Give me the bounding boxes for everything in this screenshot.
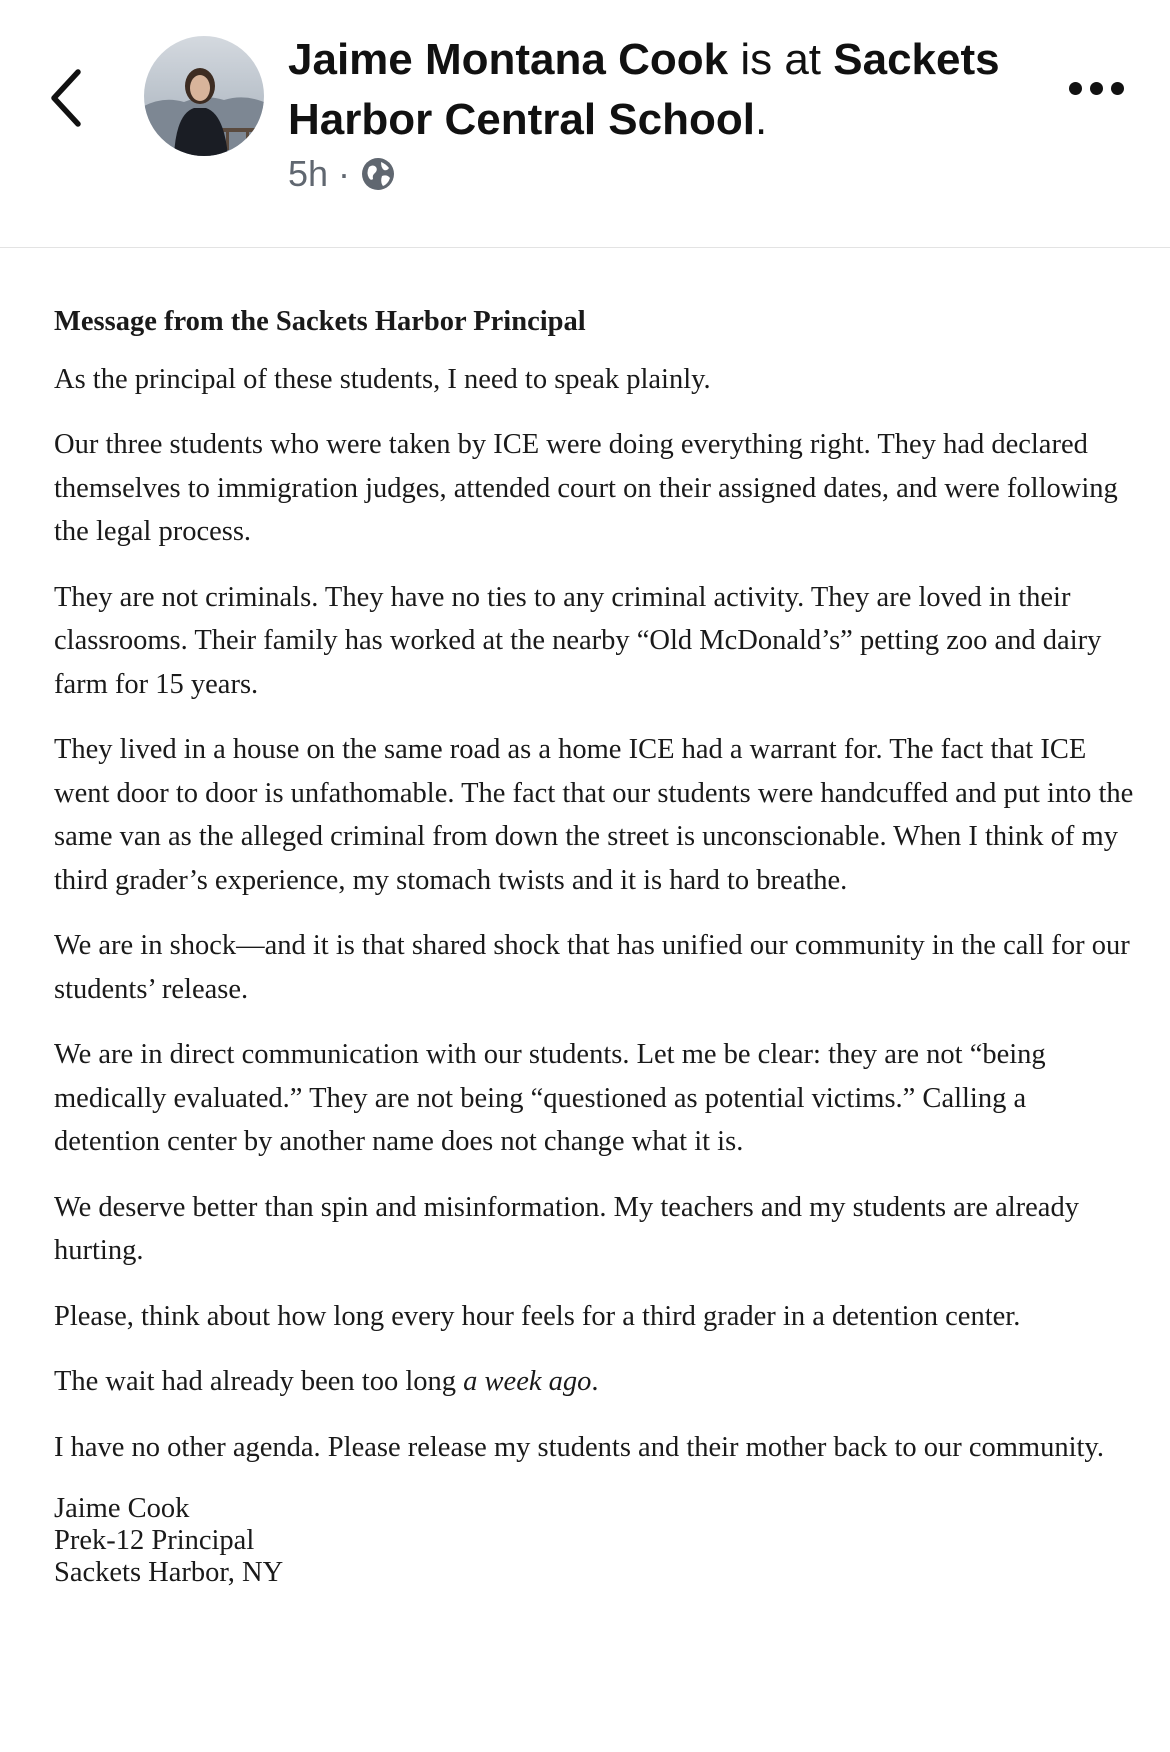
checkin-connector: is at <box>728 35 834 84</box>
wait-text: The wait had already been too long <box>54 1366 464 1397</box>
timestamp[interactable]: 5h <box>288 153 329 194</box>
more-dot <box>1090 82 1103 95</box>
back-button[interactable] <box>42 58 102 138</box>
avatar[interactable] <box>144 36 264 156</box>
post-meta <box>288 150 396 198</box>
more-dot <box>1111 82 1124 95</box>
post-header <box>0 0 1170 248</box>
location-suffix: . <box>754 95 768 144</box>
post-body <box>54 300 1134 1589</box>
paragraph: Our three students who were taken by ICE were doing everything right. They had declared themselves to immigration judges, attended court on their assigned dates, and were following the legal process. <box>54 429 1118 547</box>
paragraph: We are in direct communication with our students. Let me be clear: they are not “being medically evaluated.” They are not being “questioned as potential victims.” Calling a detention center by another name does not change what it is. <box>54 1039 1046 1157</box>
paragraph: We are in shock—and it is that shared shock that has unified our community in the call for our students’ release. <box>54 930 1130 1005</box>
paragraph: They lived in a house on the same road as a home ICE had a warrant for. The fact that ICE went door to door is unfathomable. The fact that our students were handcuffed and put into the same van as the alleged criminal from down the street is unconscionable. When I think of my third grader’s experience, my stomach twists and it is hard to breathe. <box>54 734 1134 896</box>
signature-role: Prek-12 Principal <box>54 1525 255 1556</box>
post-title <box>288 30 1048 150</box>
paragraph-closing: I have no other agenda. Please release my students and their mother back to our community. <box>54 1431 1104 1463</box>
chevron-left-icon <box>42 58 102 138</box>
paragraph: As the principal of these students, I need to speak plainly. <box>54 363 711 395</box>
post-heading: Message from the Sackets Harbor Principal <box>54 306 586 337</box>
location-name[interactable]: Sackets Harbor Central School <box>288 35 1000 144</box>
paragraph: Please, think about how long every hour feels for a third grader in a detention center. <box>54 1300 1021 1332</box>
paragraph-wait <box>54 1360 1134 1404</box>
wait-emphasis: a week ago <box>463 1366 592 1397</box>
more-dots-icon <box>1069 82 1082 95</box>
wait-suffix: . <box>591 1366 599 1397</box>
more-options-button[interactable] <box>1069 82 1124 95</box>
signature-place: Sackets Harbor, NY <box>54 1557 284 1588</box>
globe-icon <box>360 156 396 192</box>
paragraph: We deserve better than spin and misinformation. My teachers and my students are already hurting. <box>54 1191 1079 1266</box>
meta-separator: · <box>338 153 351 194</box>
signature <box>54 1493 1134 1589</box>
paragraph: They are not criminals. They have no ties to any criminal activity. They are loved in their classrooms. Their family has worked at the nearby “Old McDonald’s” petting zoo and dairy farm for 15 years. <box>54 581 1102 700</box>
author-name[interactable]: Jaime Montana Cook <box>288 35 729 84</box>
signature-name: Jaime Cook <box>54 1493 190 1524</box>
